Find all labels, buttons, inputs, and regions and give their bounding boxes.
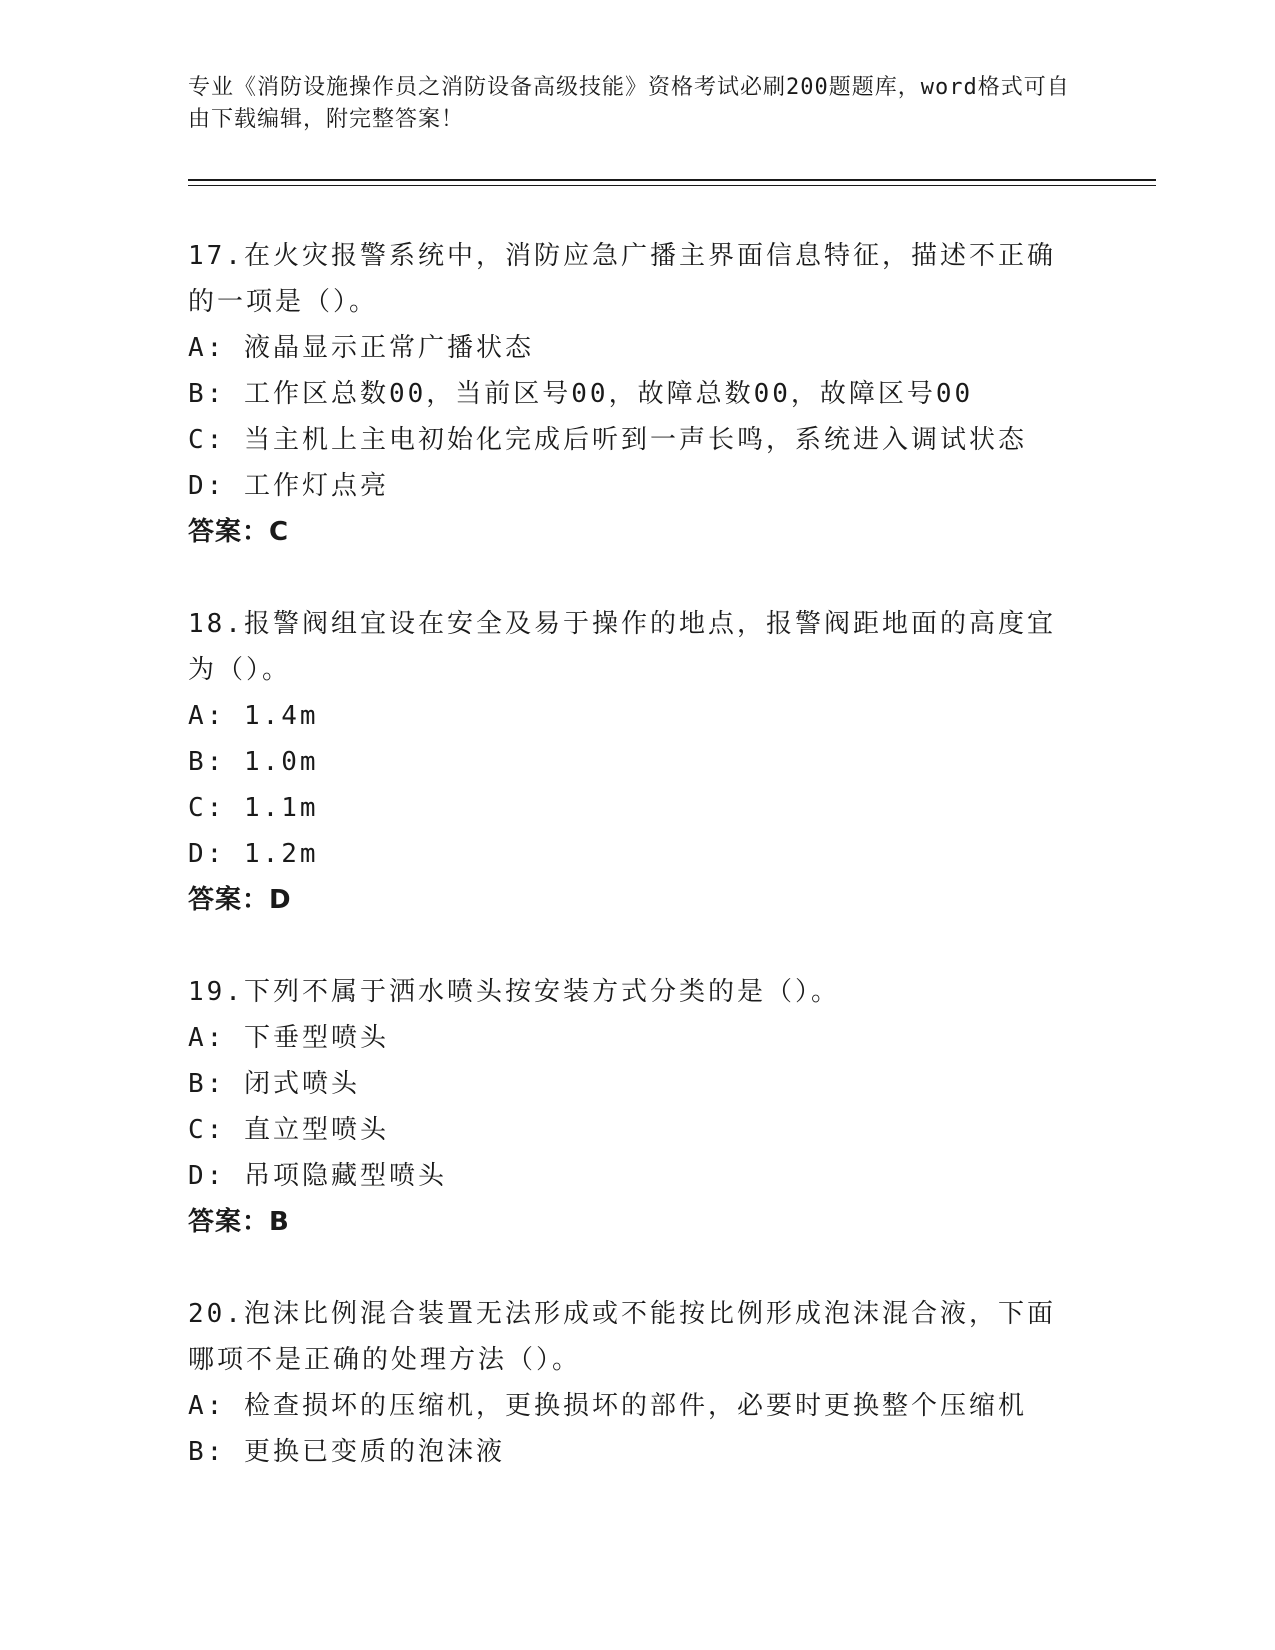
option-b: B: 更换已变质的泡沫液 [188, 1437, 505, 1467]
option-a: A: 1.4m [188, 701, 319, 731]
answer: 答案：C [188, 517, 290, 547]
question-18 [188, 601, 1078, 923]
question-text: 20.泡沫比例混合装置无法形成或不能按比例形成泡沫混合液，下面哪项不是正确的处理方法（）。 [188, 1299, 1056, 1375]
option-c: C: 1.1m [188, 793, 319, 823]
option-d: D: 1.2m [188, 839, 319, 869]
option-d: D: 吊项隐藏型喷头 [188, 1161, 447, 1191]
question-20 [188, 1291, 1078, 1475]
question-17 [188, 233, 1078, 555]
question-text: 18.报警阀组宜设在安全及易于操作的地点，报警阀距地面的高度宜为（）。 [188, 609, 1056, 685]
answer: 答案：B [188, 1207, 290, 1237]
question-19 [188, 969, 1078, 1245]
option-b: B: 闭式喷头 [188, 1069, 360, 1099]
option-a: A: 检查损坏的压缩机，更换损坏的部件，必要时更换整个压缩机 [188, 1391, 1027, 1421]
option-c: C: 当主机上主电初始化完成后听到一声长鸣，系统进入调试状态 [188, 425, 1027, 455]
question-list [188, 233, 1078, 1521]
question-text: 19.下列不属于洒水喷头按安装方式分类的是（）。 [188, 977, 840, 1007]
header-divider-thin [188, 185, 1156, 186]
answer: 答案：D [188, 885, 292, 915]
document-header: 专业《消防设施操作员之消防设备高级技能》资格考试必刷200题题库，word格式可自由下载编辑，附完整答案！ [188, 75, 1070, 132]
option-b: B: 1.0m [188, 747, 319, 777]
option-c: C: 直立型喷头 [188, 1115, 389, 1145]
header-divider-thick [188, 179, 1156, 181]
option-a: A: 下垂型喷头 [188, 1023, 389, 1053]
question-text: 17.在火灾报警系统中，消防应急广播主界面信息特征，描述不正确的一项是（）。 [188, 241, 1056, 317]
option-d: D: 工作灯点亮 [188, 471, 389, 501]
option-b: B: 工作区总数00，当前区号00，故障总数00，故障区号00 [188, 379, 974, 409]
option-a: A: 液晶显示正常广播状态 [188, 333, 534, 363]
